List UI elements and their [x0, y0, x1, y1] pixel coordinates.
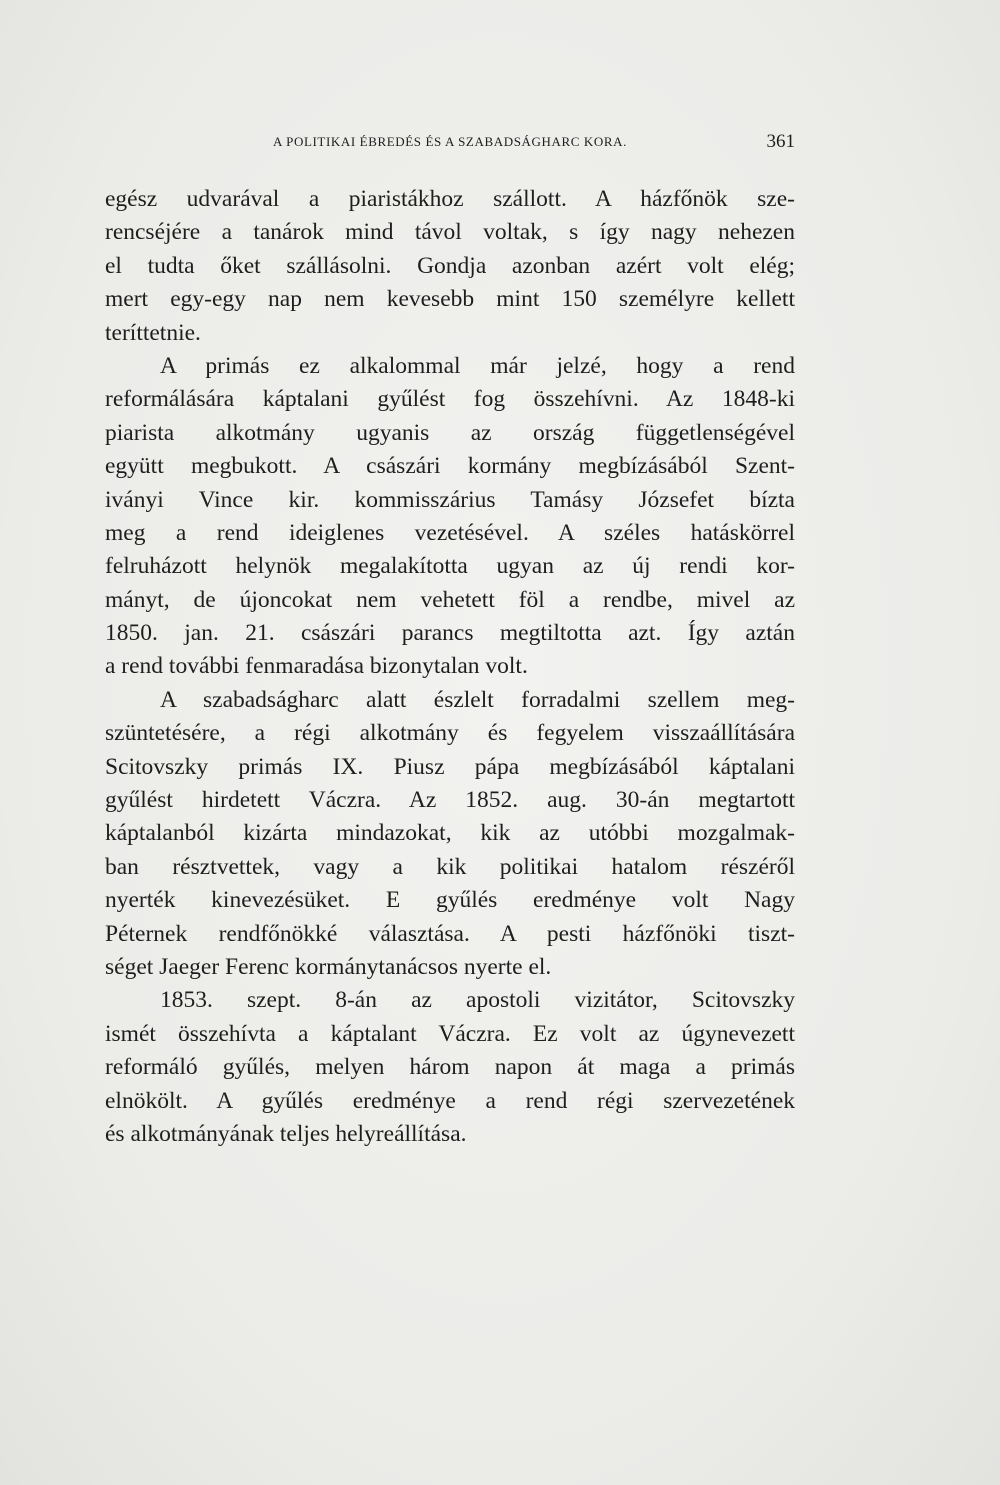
text-line: iványi Vince kir. kommisszárius Tamásy Józsefet bízta [105, 486, 795, 513]
text-line: séget Jaeger Ferenc kormánytanácsos nyerte el. [105, 953, 552, 980]
text-line: a rend további fenmaradása bizonytalan volt. [105, 653, 528, 680]
text-line: A szabadságharc alatt észlelt forradalmi szellem meg- [160, 686, 795, 713]
text-line: teríttetnie. [105, 319, 201, 346]
text-line: egész udvarával a piaristákhoz szállott. A házfőnök sze- [105, 186, 795, 212]
page-number: 361 [766, 131, 795, 152]
running-title: A POLITIKAI ÉBREDÉS ÉS A SZABADSÁGHARC KORA. [273, 134, 627, 149]
text-line: elnökölt. A gyűlés eredménye a rend régi szervezetének [105, 1087, 795, 1114]
text-line: ismét összehívta a káptalant Váczra. Ez volt az úgynevezett [105, 1020, 795, 1047]
text-line: reformálására káptalani gyűlést fog összehívni. Az 1848-ki [105, 386, 795, 413]
text-line: felruházott helynök megalakította ugyan az új rendi kor- [105, 553, 795, 580]
text-line: meg a rend ideiglenes vezetésével. A széles hatáskörrel [105, 519, 795, 546]
text-line: együtt megbukott. A császári kormány megbízásából Szent- [105, 453, 795, 480]
text-line: A primás ez alkalommal már jelzé, hogy a rend [160, 352, 795, 379]
text-line: reformáló gyűlés, melyen három napon át maga a primás [105, 1054, 795, 1081]
text-line: mányt, de újoncokat nem vehetett föl a rendbe, mivel az [105, 586, 795, 613]
text-line: piarista alkotmány ugyanis az ország függetlenségével [105, 419, 795, 446]
text-line: gyűlést hirdetett Váczra. Az 1852. aug. 30-án megtartott [105, 787, 795, 814]
text-line: Scitovszky primás IX. Piusz pápa megbízásából káptalani [105, 753, 795, 780]
text-line: 1853. szept. 8-án az apostoli vizitátor, Scitovszky [160, 987, 795, 1014]
text-line: és alkotmányának teljes helyreállítása. [105, 1120, 467, 1147]
text-line: el tudta őket szállásolni. Gondja azonban azért volt elég; [105, 252, 795, 279]
text-line: ban résztvettek, vagy a kik politikai hatalom részéről [105, 853, 795, 880]
text-line: káptalanból kizárta mindazokat, kik az utóbbi mozgalmak- [105, 820, 795, 847]
body-text [105, 183, 795, 1151]
text-line: nyerték kinevezésüket. E gyűlés eredménye volt Nagy [105, 887, 795, 914]
text-line: 1850. jan. 21. császári parancs megtiltotta azt. Így aztán [105, 620, 795, 647]
text-line: szüntetésére, a régi alkotmány és fegyelem visszaállítására [105, 720, 795, 747]
text-line: mert egy-egy nap nem kevesebb mint 150 személyre kellett [105, 286, 795, 313]
text-line: rencséjére a tanárok mind távol voltak, s így nagy nehezen [105, 219, 795, 246]
text-line: Péternek rendfőnökké választása. A pesti házfőnöki tiszt- [105, 920, 795, 947]
running-head [105, 131, 795, 155]
